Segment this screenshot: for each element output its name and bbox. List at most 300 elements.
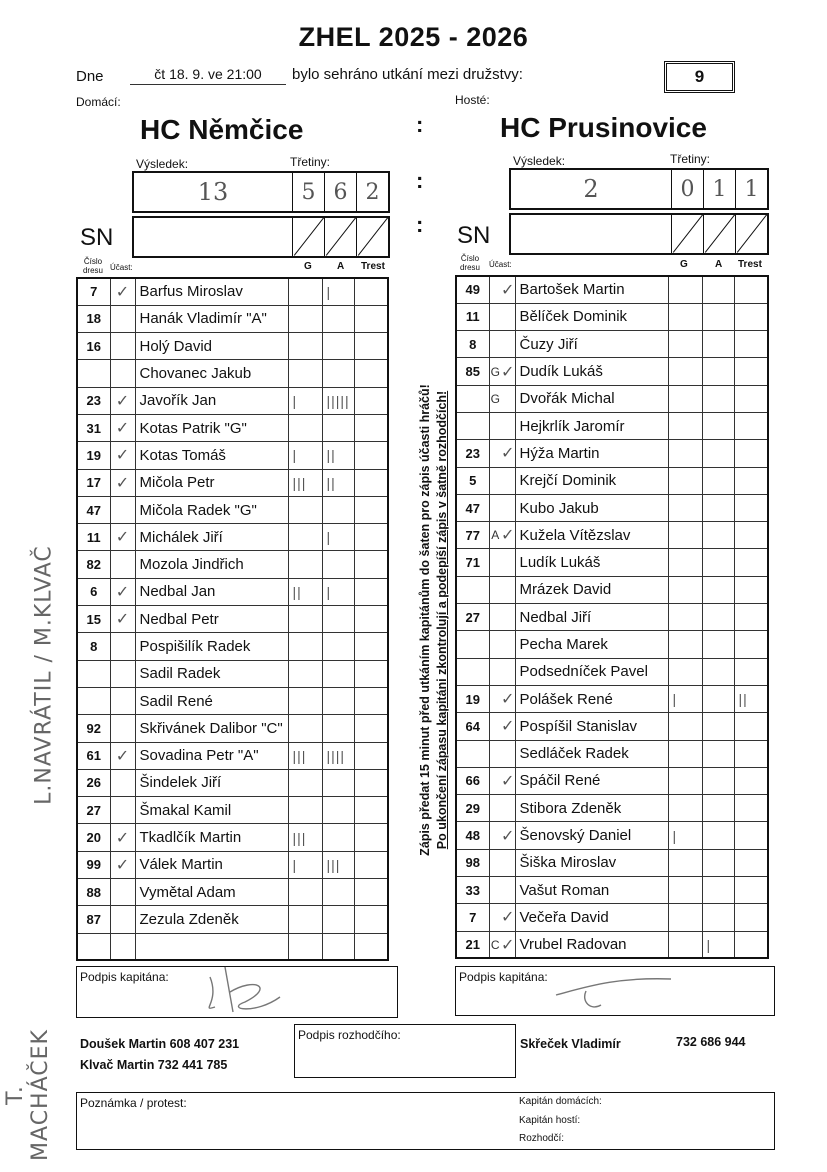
goals-tally[interactable]	[668, 358, 702, 385]
goals-tally[interactable]: |	[668, 822, 702, 849]
assists-tally[interactable]	[702, 467, 734, 494]
role-flag[interactable]	[489, 303, 501, 330]
player-name[interactable]: Hanák Vladimír "A"	[135, 305, 288, 332]
player-name[interactable]: Ludík Lukáš	[515, 549, 668, 576]
assists-tally[interactable]	[322, 687, 354, 714]
jersey-number[interactable]: 98	[456, 849, 489, 876]
penalty-tally[interactable]	[734, 849, 768, 876]
player-name[interactable]: Mičola Radek "G"	[135, 496, 288, 523]
attendance-check[interactable]	[501, 576, 515, 603]
player-name[interactable]: Sadil Radek	[135, 660, 288, 687]
attendance-check[interactable]: ✓	[110, 414, 135, 441]
penalty-tally[interactable]	[354, 715, 388, 742]
player-name[interactable]: Zezula Zdeněk	[135, 906, 288, 933]
player-name[interactable]: Chovanec Jakub	[135, 360, 288, 387]
role-flag[interactable]	[489, 877, 501, 904]
role-flag[interactable]	[489, 849, 501, 876]
assists-tally[interactable]: |	[322, 278, 354, 305]
attendance-check[interactable]: ✓	[501, 685, 515, 712]
goals-tally[interactable]	[288, 524, 322, 551]
jersey-number[interactable]: 31	[77, 414, 110, 441]
jersey-number[interactable]: 61	[77, 742, 110, 769]
goals-tally[interactable]	[288, 769, 322, 796]
assists-tally[interactable]	[322, 333, 354, 360]
jersey-number[interactable]: 26	[77, 769, 110, 796]
role-flag[interactable]	[489, 467, 501, 494]
assists-tally[interactable]: |	[322, 578, 354, 605]
attendance-check[interactable]	[110, 715, 135, 742]
goals-tally[interactable]: |	[288, 442, 322, 469]
player-name[interactable]: Sedláček Radek	[515, 740, 668, 767]
referee-signature-box[interactable]	[294, 1024, 516, 1078]
role-flag[interactable]	[489, 795, 501, 822]
goals-tally[interactable]	[288, 687, 322, 714]
penalty-tally[interactable]	[354, 578, 388, 605]
goals-tally[interactable]	[668, 276, 702, 303]
penalty-tally[interactable]	[734, 467, 768, 494]
penalty-tally[interactable]	[734, 822, 768, 849]
goals-tally[interactable]	[668, 713, 702, 740]
player-name[interactable]: Čuzy Jiří	[515, 331, 668, 358]
goals-tally[interactable]	[288, 305, 322, 332]
goals-tally[interactable]	[668, 412, 702, 439]
assists-tally[interactable]	[322, 933, 354, 960]
attendance-check[interactable]	[110, 906, 135, 933]
penalty-tally[interactable]	[354, 742, 388, 769]
goals-tally[interactable]	[288, 414, 322, 441]
player-name[interactable]: Spáčil René	[515, 767, 668, 794]
assists-tally[interactable]	[702, 904, 734, 931]
player-name[interactable]: Bartošek Martin	[515, 276, 668, 303]
attendance-check[interactable]: ✓	[501, 276, 515, 303]
penalty-tally[interactable]	[354, 414, 388, 441]
player-name[interactable]: Hejkrlík Jaromír	[515, 412, 668, 439]
jersey-number[interactable]	[456, 740, 489, 767]
player-name[interactable]: Šmakal Kamil	[135, 797, 288, 824]
role-flag[interactable]	[489, 685, 501, 712]
attendance-check[interactable]: ✓	[501, 767, 515, 794]
role-flag[interactable]	[489, 604, 501, 631]
assists-tally[interactable]	[702, 849, 734, 876]
penalty-tally[interactable]	[734, 331, 768, 358]
penalty-tally[interactable]	[734, 494, 768, 521]
assists-tally[interactable]: |	[702, 931, 734, 958]
role-flag[interactable]	[489, 767, 501, 794]
jersey-number[interactable]	[456, 576, 489, 603]
player-name[interactable]: Tkadlčík Martin	[135, 824, 288, 851]
penalty-tally[interactable]	[734, 931, 768, 958]
role-flag[interactable]	[489, 576, 501, 603]
jersey-number[interactable]: 99	[77, 851, 110, 878]
role-flag[interactable]	[489, 494, 501, 521]
goals-tally[interactable]: |||	[288, 469, 322, 496]
role-flag[interactable]	[489, 904, 501, 931]
penalty-tally[interactable]	[354, 660, 388, 687]
jersey-number[interactable]: 5	[456, 467, 489, 494]
jersey-number[interactable]: 17	[77, 469, 110, 496]
player-name[interactable]: Pospíšil Stanislav	[515, 713, 668, 740]
player-name[interactable]: Podsedníček Pavel	[515, 658, 668, 685]
goals-tally[interactable]	[668, 604, 702, 631]
penalty-tally[interactable]	[354, 606, 388, 633]
assists-tally[interactable]	[702, 576, 734, 603]
penalty-tally[interactable]	[734, 276, 768, 303]
penalty-tally[interactable]: ||	[734, 685, 768, 712]
goals-tally[interactable]	[288, 606, 322, 633]
role-flag[interactable]	[489, 631, 501, 658]
jersey-number[interactable]: 20	[77, 824, 110, 851]
assists-tally[interactable]	[322, 660, 354, 687]
attendance-check[interactable]	[501, 604, 515, 631]
home-captain-signature-box[interactable]	[76, 966, 398, 1018]
assists-tally[interactable]	[702, 303, 734, 330]
attendance-check[interactable]	[501, 467, 515, 494]
attendance-check[interactable]	[110, 660, 135, 687]
player-name[interactable]: Barfus Miroslav	[135, 278, 288, 305]
jersey-number[interactable]: 33	[456, 877, 489, 904]
penalty-tally[interactable]	[734, 877, 768, 904]
attendance-check[interactable]: ✓	[110, 524, 135, 551]
jersey-number[interactable]: 27	[77, 797, 110, 824]
assists-tally[interactable]: ||	[322, 469, 354, 496]
goals-tally[interactable]: |||	[288, 824, 322, 851]
penalty-tally[interactable]	[734, 604, 768, 631]
attendance-check[interactable]: ✓	[501, 440, 515, 467]
penalty-tally[interactable]	[354, 387, 388, 414]
attendance-check[interactable]: ✓	[110, 851, 135, 878]
assists-tally[interactable]	[702, 522, 734, 549]
jersey-number[interactable]: 8	[77, 633, 110, 660]
assists-tally[interactable]	[702, 440, 734, 467]
goals-tally[interactable]	[288, 278, 322, 305]
assists-tally[interactable]	[322, 906, 354, 933]
role-flag[interactable]	[489, 331, 501, 358]
goals-tally[interactable]	[288, 797, 322, 824]
assists-tally[interactable]	[702, 740, 734, 767]
goals-tally[interactable]: |||	[288, 742, 322, 769]
attendance-check[interactable]	[501, 658, 515, 685]
player-name[interactable]: Sadil René	[135, 687, 288, 714]
assists-tally[interactable]	[322, 414, 354, 441]
goals-tally[interactable]	[668, 467, 702, 494]
penalty-tally[interactable]	[354, 879, 388, 906]
assists-tally[interactable]	[702, 358, 734, 385]
attendance-check[interactable]	[501, 849, 515, 876]
penalty-tally[interactable]	[354, 278, 388, 305]
jersey-number[interactable]: 71	[456, 549, 489, 576]
assists-tally[interactable]	[702, 549, 734, 576]
penalty-tally[interactable]	[734, 740, 768, 767]
assists-tally[interactable]	[702, 604, 734, 631]
jersey-number[interactable]: 87	[77, 906, 110, 933]
goals-tally[interactable]	[668, 631, 702, 658]
attendance-check[interactable]	[501, 494, 515, 521]
attendance-check[interactable]	[110, 551, 135, 578]
assists-tally[interactable]	[322, 797, 354, 824]
penalty-tally[interactable]	[734, 522, 768, 549]
goals-tally[interactable]	[668, 303, 702, 330]
player-name[interactable]: Nedbal Jiří	[515, 604, 668, 631]
penalty-tally[interactable]	[734, 576, 768, 603]
penalty-tally[interactable]	[354, 687, 388, 714]
goals-tally[interactable]	[668, 576, 702, 603]
attendance-check[interactable]: ✓	[501, 822, 515, 849]
attendance-check[interactable]: ✓	[110, 578, 135, 605]
attendance-check[interactable]	[501, 740, 515, 767]
goals-tally[interactable]	[288, 879, 322, 906]
assists-tally[interactable]	[702, 631, 734, 658]
jersey-number[interactable]: 19	[77, 442, 110, 469]
player-name[interactable]: Mičola Petr	[135, 469, 288, 496]
jersey-number[interactable]: 23	[77, 387, 110, 414]
role-flag[interactable]	[489, 549, 501, 576]
assists-tally[interactable]	[702, 795, 734, 822]
jersey-number[interactable]: 66	[456, 767, 489, 794]
attendance-check[interactable]	[110, 933, 135, 960]
penalty-tally[interactable]	[354, 524, 388, 551]
goals-tally[interactable]	[668, 494, 702, 521]
role-flag[interactable]	[489, 740, 501, 767]
jersey-number[interactable]	[456, 412, 489, 439]
attendance-check[interactable]	[501, 877, 515, 904]
penalty-tally[interactable]	[734, 303, 768, 330]
goals-tally[interactable]	[668, 331, 702, 358]
attendance-check[interactable]	[110, 769, 135, 796]
assists-tally[interactable]	[702, 685, 734, 712]
jersey-number[interactable]	[77, 360, 110, 387]
assists-tally[interactable]	[322, 496, 354, 523]
player-name[interactable]: Kužela Vítězslav	[515, 522, 668, 549]
attendance-check[interactable]	[501, 385, 515, 412]
assists-tally[interactable]	[702, 412, 734, 439]
attendance-check[interactable]	[501, 631, 515, 658]
penalty-tally[interactable]	[734, 658, 768, 685]
attendance-check[interactable]	[110, 496, 135, 523]
assists-tally[interactable]	[702, 385, 734, 412]
role-flag[interactable]	[489, 276, 501, 303]
jersey-number[interactable]: 11	[456, 303, 489, 330]
jersey-number[interactable]: 6	[77, 578, 110, 605]
player-name[interactable]: Pecha Marek	[515, 631, 668, 658]
goals-tally[interactable]	[668, 767, 702, 794]
jersey-number[interactable]: 49	[456, 276, 489, 303]
attendance-check[interactable]: ✓	[501, 358, 515, 385]
attendance-check[interactable]	[501, 549, 515, 576]
assists-tally[interactable]	[322, 879, 354, 906]
player-name[interactable]: Michálek Jiří	[135, 524, 288, 551]
goals-tally[interactable]	[288, 551, 322, 578]
penalty-tally[interactable]	[354, 442, 388, 469]
penalty-tally[interactable]	[354, 824, 388, 851]
attendance-check[interactable]: ✓	[110, 387, 135, 414]
assists-tally[interactable]: |||||	[322, 387, 354, 414]
role-flag[interactable]: C	[489, 931, 501, 958]
goals-tally[interactable]	[668, 522, 702, 549]
jersey-number[interactable]: 19	[456, 685, 489, 712]
player-name[interactable]: Nedbal Petr	[135, 606, 288, 633]
player-name[interactable]: Krejčí Dominik	[515, 467, 668, 494]
penalty-tally[interactable]	[354, 851, 388, 878]
penalty-tally[interactable]	[354, 769, 388, 796]
penalty-tally[interactable]	[354, 305, 388, 332]
assists-tally[interactable]	[322, 606, 354, 633]
jersey-number[interactable]: 23	[456, 440, 489, 467]
goals-tally[interactable]	[668, 849, 702, 876]
penalty-tally[interactable]	[734, 549, 768, 576]
jersey-number[interactable]	[77, 933, 110, 960]
player-name[interactable]: Pospišilík Radek	[135, 633, 288, 660]
player-name[interactable]: Hýža Martin	[515, 440, 668, 467]
role-flag[interactable]	[489, 713, 501, 740]
penalty-tally[interactable]	[354, 333, 388, 360]
goals-tally[interactable]	[668, 877, 702, 904]
attendance-check[interactable]	[110, 633, 135, 660]
player-name[interactable]: Kubo Jakub	[515, 494, 668, 521]
jersey-number[interactable]: 29	[456, 795, 489, 822]
assists-tally[interactable]	[322, 633, 354, 660]
goals-tally[interactable]	[668, 385, 702, 412]
jersey-number[interactable]: 92	[77, 715, 110, 742]
jersey-number[interactable]: 82	[77, 551, 110, 578]
goals-tally[interactable]	[288, 906, 322, 933]
jersey-number[interactable]	[456, 385, 489, 412]
penalty-tally[interactable]	[734, 767, 768, 794]
attendance-check[interactable]	[501, 412, 515, 439]
attendance-check[interactable]: ✓	[110, 278, 135, 305]
penalty-tally[interactable]	[734, 385, 768, 412]
away-captain-signature-box[interactable]	[455, 966, 775, 1016]
assists-tally[interactable]	[702, 877, 734, 904]
role-flag[interactable]	[489, 658, 501, 685]
jersey-number[interactable]: 16	[77, 333, 110, 360]
penalty-tally[interactable]	[734, 631, 768, 658]
attendance-check[interactable]	[501, 303, 515, 330]
goals-tally[interactable]	[288, 333, 322, 360]
player-name[interactable]: Skřivánek Dalibor "C"	[135, 715, 288, 742]
assists-tally[interactable]	[322, 769, 354, 796]
player-name[interactable]: Vymětal Adam	[135, 879, 288, 906]
goals-tally[interactable]	[668, 904, 702, 931]
player-name[interactable]: Kotas Tomáš	[135, 442, 288, 469]
goals-tally[interactable]	[288, 660, 322, 687]
penalty-tally[interactable]	[354, 797, 388, 824]
assists-tally[interactable]: |	[322, 524, 354, 551]
jersey-number[interactable]: 21	[456, 931, 489, 958]
assists-tally[interactable]	[702, 331, 734, 358]
attendance-check[interactable]	[110, 879, 135, 906]
player-name[interactable]: Šindelek Jiří	[135, 769, 288, 796]
penalty-tally[interactable]	[354, 933, 388, 960]
jersey-number[interactable]	[456, 631, 489, 658]
attendance-check[interactable]	[110, 797, 135, 824]
player-name[interactable]: Šenovský Daniel	[515, 822, 668, 849]
player-name[interactable]: Dudík Lukáš	[515, 358, 668, 385]
attendance-check[interactable]: ✓	[501, 931, 515, 958]
goals-tally[interactable]: |	[288, 387, 322, 414]
goals-tally[interactable]	[288, 360, 322, 387]
player-name[interactable]: Nedbal Jan	[135, 578, 288, 605]
note-protest-box[interactable]	[76, 1092, 775, 1150]
goals-tally[interactable]	[668, 795, 702, 822]
jersey-number[interactable]: 77	[456, 522, 489, 549]
goals-tally[interactable]: |	[668, 685, 702, 712]
player-name[interactable]: Javořík Jan	[135, 387, 288, 414]
penalty-tally[interactable]	[354, 496, 388, 523]
player-name[interactable]: Šiška Miroslav	[515, 849, 668, 876]
player-name[interactable]: Kotas Patrik "G"	[135, 414, 288, 441]
jersey-number[interactable]	[456, 658, 489, 685]
goals-tally[interactable]	[288, 633, 322, 660]
player-name[interactable]: Bělíček Dominik	[515, 303, 668, 330]
jersey-number[interactable]: 85	[456, 358, 489, 385]
assists-tally[interactable]	[702, 822, 734, 849]
penalty-tally[interactable]	[354, 551, 388, 578]
player-name[interactable]: Holý David	[135, 333, 288, 360]
role-flag[interactable]	[489, 822, 501, 849]
assists-tally[interactable]	[702, 658, 734, 685]
attendance-check[interactable]	[110, 305, 135, 332]
jersey-number[interactable]: 18	[77, 305, 110, 332]
penalty-tally[interactable]	[734, 412, 768, 439]
goals-tally[interactable]	[668, 549, 702, 576]
jersey-number[interactable]: 88	[77, 879, 110, 906]
jersey-number[interactable]: 48	[456, 822, 489, 849]
jersey-number[interactable]	[77, 687, 110, 714]
attendance-check[interactable]	[501, 331, 515, 358]
player-name[interactable]: Večeřa David	[515, 904, 668, 931]
goals-tally[interactable]	[668, 740, 702, 767]
player-name[interactable]: Vrubel Radovan	[515, 931, 668, 958]
penalty-tally[interactable]	[354, 906, 388, 933]
player-name[interactable]: Mrázek David	[515, 576, 668, 603]
attendance-check[interactable]: ✓	[501, 713, 515, 740]
penalty-tally[interactable]	[734, 358, 768, 385]
penalty-tally[interactable]	[734, 440, 768, 467]
player-name[interactable]: Válek Martin	[135, 851, 288, 878]
assists-tally[interactable]	[702, 767, 734, 794]
penalty-tally[interactable]	[354, 633, 388, 660]
jersey-number[interactable]: 8	[456, 331, 489, 358]
assists-tally[interactable]	[322, 305, 354, 332]
attendance-check[interactable]: ✓	[501, 904, 515, 931]
jersey-number[interactable]: 11	[77, 524, 110, 551]
jersey-number[interactable]	[77, 660, 110, 687]
attendance-check[interactable]: ✓	[110, 469, 135, 496]
assists-tally[interactable]	[322, 551, 354, 578]
goals-tally[interactable]	[668, 658, 702, 685]
jersey-number[interactable]: 15	[77, 606, 110, 633]
role-flag[interactable]	[489, 440, 501, 467]
goals-tally[interactable]	[668, 931, 702, 958]
player-name[interactable]: Dvořák Michal	[515, 385, 668, 412]
attendance-check[interactable]: ✓	[501, 522, 515, 549]
role-flag[interactable]	[489, 412, 501, 439]
role-flag[interactable]: G	[489, 385, 501, 412]
goals-tally[interactable]	[288, 496, 322, 523]
player-name[interactable]: Stibora Zdeněk	[515, 795, 668, 822]
jersey-number[interactable]: 47	[456, 494, 489, 521]
penalty-tally[interactable]	[734, 795, 768, 822]
player-name[interactable]: Vašut Roman	[515, 877, 668, 904]
assists-tally[interactable]: ||	[322, 442, 354, 469]
jersey-number[interactable]: 7	[456, 904, 489, 931]
penalty-tally[interactable]	[354, 469, 388, 496]
attendance-check[interactable]	[110, 687, 135, 714]
attendance-check[interactable]	[110, 333, 135, 360]
assists-tally[interactable]: |||	[322, 851, 354, 878]
goals-tally[interactable]: |	[288, 851, 322, 878]
assists-tally[interactable]	[322, 715, 354, 742]
